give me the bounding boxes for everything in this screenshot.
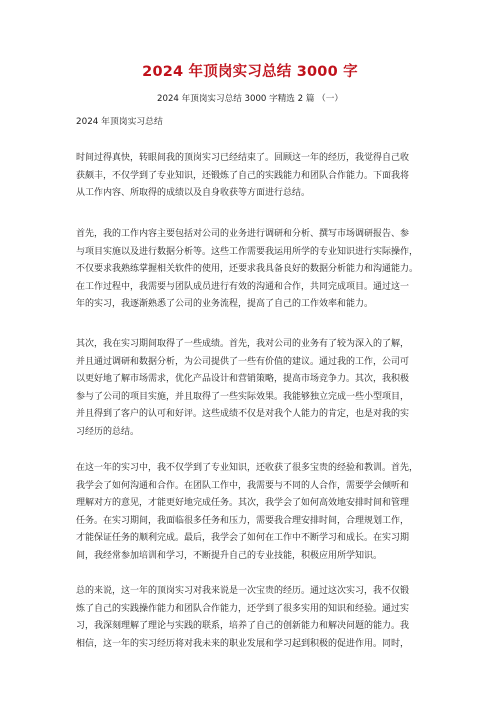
paragraph-line: 其次，我在实习期间取得了一些成绩。首先，我对公司的业务有了较为深入的了解， <box>76 339 410 349</box>
paragraph-line: 参与了公司的项目实施，并且取得了一些实际效果。我能够独立完成一些小型项目， <box>76 391 410 402</box>
paragraph-achievements <box>76 336 428 442</box>
paragraph-line: 在这一年的实习中，我不仅学到了专业知识，还收获了很多宝贵的经验和教训。首先， <box>76 463 419 473</box>
paragraph-line: 总的来说，这一年的顶岗实习对我来说是一次宝贵的经历。通过这次实习，我不仅锻 <box>76 586 410 596</box>
paragraph-line: 获颇丰，不仅学到了专业知识，还锻炼了自己的实践能力和团队合作能力。下面我将 <box>76 170 410 181</box>
paragraph-work-content <box>76 226 428 314</box>
document-subtitle: 2024 年顶岗实习总结 3000 字精选 2 篇 （一） <box>157 94 343 104</box>
paragraph-line: 才能保证任务的顺利完成。最后，我学会了如何在工作中不断学习和成长。在实习期 <box>76 533 410 544</box>
document-title: 2024 年顶岗实习总结 3000 字 <box>142 64 358 80</box>
paragraph-line: 从工作内容、所取得的成绩以及自身收获等方面进行总结。 <box>76 188 311 199</box>
paragraph-line: 任务。在实习期间，我面临很多任务和压力，需要我合理安排时间，合理规划工作， <box>76 515 410 526</box>
paragraph-line: 并且通过调研和数据分析，为公司提供了一些有价值的建议。通过我的工作，公司可 <box>76 356 410 367</box>
paragraph-summary <box>76 583 428 653</box>
paragraph-line: 间，我经常参加培训和学习，不断提升自己的专业技能，积极应用所学知识。 <box>76 550 383 561</box>
paragraph-line: 我学会了如何沟通和合作。在团队工作中，我需要与不同的人合作，需要学会倾听和 <box>76 480 410 491</box>
section-heading: 2024 年顶岗实习总结 <box>76 117 163 127</box>
paragraph-line: 相信，这一年的实习经历将对我未来的职业发展和学习起到积极的促进作用。同时， <box>76 638 410 649</box>
paragraph-line: 习，我深刻理解了理论与实践的联系，培养了自己的创新能力和解决问题的能力。我 <box>76 621 410 632</box>
paragraph-intro <box>76 150 428 203</box>
paragraph-lessons <box>76 460 428 566</box>
paragraph-line: 在工作过程中，我需要与团队成员进行有效的沟通和合作，共同完成项目。通过这一 <box>76 281 410 292</box>
paragraph-line: 炼了自己的实践操作能力和团队合作能力，还学到了很多实用的知识和经验。通过实 <box>76 603 410 614</box>
paragraph-line: 不仅要求我熟练掌握相关软件的使用，还要求我具备良好的数据分析能力和沟通能力。 <box>76 264 419 275</box>
paragraph-line: 习经历的总结。 <box>76 426 140 437</box>
paragraph-line: 年的实习，我逐渐熟悉了公司的业务流程，提高了自己的工作效率和能力。 <box>76 299 374 310</box>
paragraph-line: 理解对方的意见，才能更好地完成任务。其次，我学会了如何高效地安排时间和管理 <box>76 498 410 509</box>
paragraph-line: 以更好地了解市场需求，优化产品设计和营销策略，提高市场竞争力。其次，我积极 <box>76 374 410 385</box>
paragraph-line: 并且得到了客户的认可和好评。这些成绩不仅是对我个人能力的肯定，也是对我的实 <box>76 409 410 420</box>
paragraph-line: 时间过得真快，转眼间我的顶岗实习已经结束了。回顾这一年的经历，我觉得自己收 <box>76 153 410 163</box>
paragraph-line: 首先，我的工作内容主要包括对公司的业务进行调研和分析、撰写市场调研报告、参 <box>76 229 410 239</box>
paragraph-line: 与项目实施以及进行数据分析等。这些工作需要我运用所学的专业知识进行实际操作， <box>76 246 419 257</box>
